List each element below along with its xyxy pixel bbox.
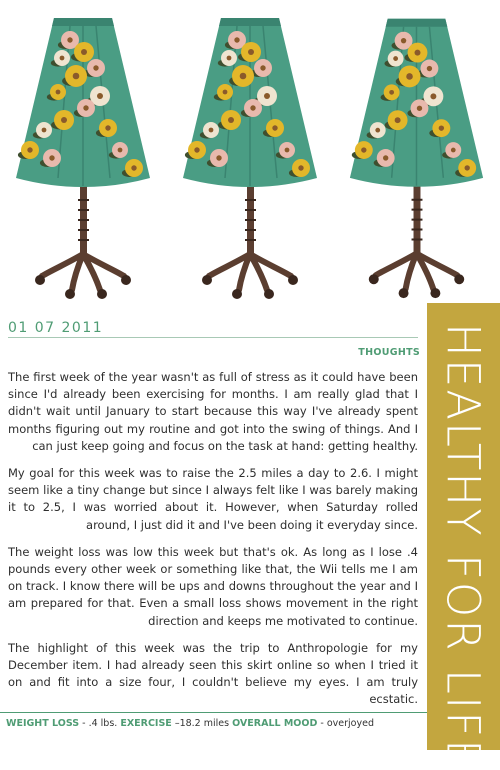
mood-value: - overjoyed (320, 718, 374, 729)
stand-base (376, 253, 458, 289)
post-body (8, 369, 418, 719)
exercise-label: EXERCISE (120, 718, 172, 729)
flower-center (264, 93, 270, 99)
stand-wheel (97, 289, 107, 299)
stand-base (42, 254, 124, 290)
stats-footer (6, 718, 374, 729)
flower-center (42, 128, 47, 133)
flower-center (401, 38, 406, 43)
flower-center (194, 147, 199, 152)
flower-center (415, 50, 421, 56)
skirt-waistband (386, 19, 448, 27)
flower-center (298, 165, 303, 170)
flower-center (406, 73, 413, 80)
stand-wheel (65, 289, 75, 299)
flower-center (73, 73, 80, 80)
flower-center (81, 49, 87, 55)
mood-label: OVERALL MOOD (232, 718, 318, 729)
flower-center (393, 56, 398, 61)
flower-center (93, 65, 98, 70)
flower-center (417, 106, 422, 111)
flower-center (248, 49, 254, 55)
stand-wheel (232, 289, 242, 299)
skirt-waistband (219, 18, 281, 26)
flower-center (272, 125, 277, 130)
skirt-photo-1 (0, 0, 167, 305)
flower-center (56, 90, 61, 95)
flower-center (234, 37, 239, 42)
stand-wheel (399, 288, 409, 298)
skirt-waistband (52, 18, 114, 26)
flower-center (375, 128, 380, 133)
stand-wheel (35, 275, 45, 285)
flower-center (465, 165, 470, 170)
flower-center (27, 147, 32, 152)
stand-wheel (202, 275, 212, 285)
stand-base (209, 254, 291, 290)
flower-center (131, 165, 136, 170)
flower-center (61, 117, 67, 123)
stand-wheel (454, 274, 464, 284)
flower-center (240, 73, 247, 80)
flower-center (105, 125, 110, 130)
flower-center (383, 155, 388, 160)
sidebar-banner (427, 303, 500, 770)
flower-center (67, 37, 72, 42)
sidebar-title: HEALTHY FOR LIFE (436, 323, 490, 770)
flower-center (389, 90, 394, 95)
flower-center (430, 93, 436, 99)
weight-loss-label: WEIGHT LOSS (6, 718, 80, 729)
weight-loss-value: - .4 lbs. (82, 718, 118, 729)
flower-center (439, 125, 444, 130)
stand-wheel (288, 275, 298, 285)
flower-center (83, 105, 88, 110)
flower-center (209, 128, 214, 133)
flower-center (250, 105, 255, 110)
flower-center (97, 93, 103, 99)
paragraph: My goal for this week was to raise the 2.5 miles a day to 2.6. I might seem like a tiny change but since I always felt like I was barely making it to 2.5, I was worried about it. However, when Saturday rolled around, I just did it and I've been doing it everyday since. (8, 466, 418, 532)
stand-wheel (369, 274, 379, 284)
section-label: THOUGHTS (358, 347, 420, 358)
exercise-value: –18.2 miles (174, 718, 230, 729)
flower-center (285, 148, 290, 153)
flower-center (118, 148, 123, 153)
paragraph: The highlight of this week was the trip to Anthropologie for my December item. I had already seen this skirt online so when I tried it on and fit into a size four, I couldn't believe my eyes. I am truly ecstatic. (8, 640, 418, 707)
skirt-photo-3 (334, 0, 500, 305)
stand-wheel (264, 289, 274, 299)
flower-center (228, 117, 234, 123)
footer-divider (0, 712, 427, 713)
skirt-photo-2 (167, 0, 334, 305)
stand-wheel (430, 288, 440, 298)
flower-center (451, 148, 456, 153)
post-date: 01 07 2011 (8, 320, 104, 336)
photo-strip (0, 0, 500, 305)
flower-center (223, 90, 228, 95)
flower-center (216, 155, 221, 160)
flower-center (395, 117, 401, 123)
flower-center (427, 66, 432, 71)
paragraph: The weight loss was low this week but that's ok. As long as I lose .4 pounds every other week or something like that, the Wii tells me I am on track. I know there will be ups and downs throughout the year and I am prepared for that. Even a small loss shows movement in the right direction and keeps me motivated to continue. (8, 544, 418, 628)
flower-center (260, 65, 265, 70)
flower-center (60, 56, 65, 61)
flower-center (361, 147, 366, 152)
flower-center (49, 155, 54, 160)
stand-wheel (121, 275, 131, 285)
paragraph: The first week of the year wasn't as full of stress as it could have been since I'd already been exercising for months. I am really glad that I didn't wait until January to start because this way I've already spent months figuring out my routine and got into the swing of things. And I can just keep going and focus on the task at hand: getting healthy. (8, 370, 418, 453)
flower-center (227, 56, 232, 61)
date-divider (8, 337, 418, 338)
